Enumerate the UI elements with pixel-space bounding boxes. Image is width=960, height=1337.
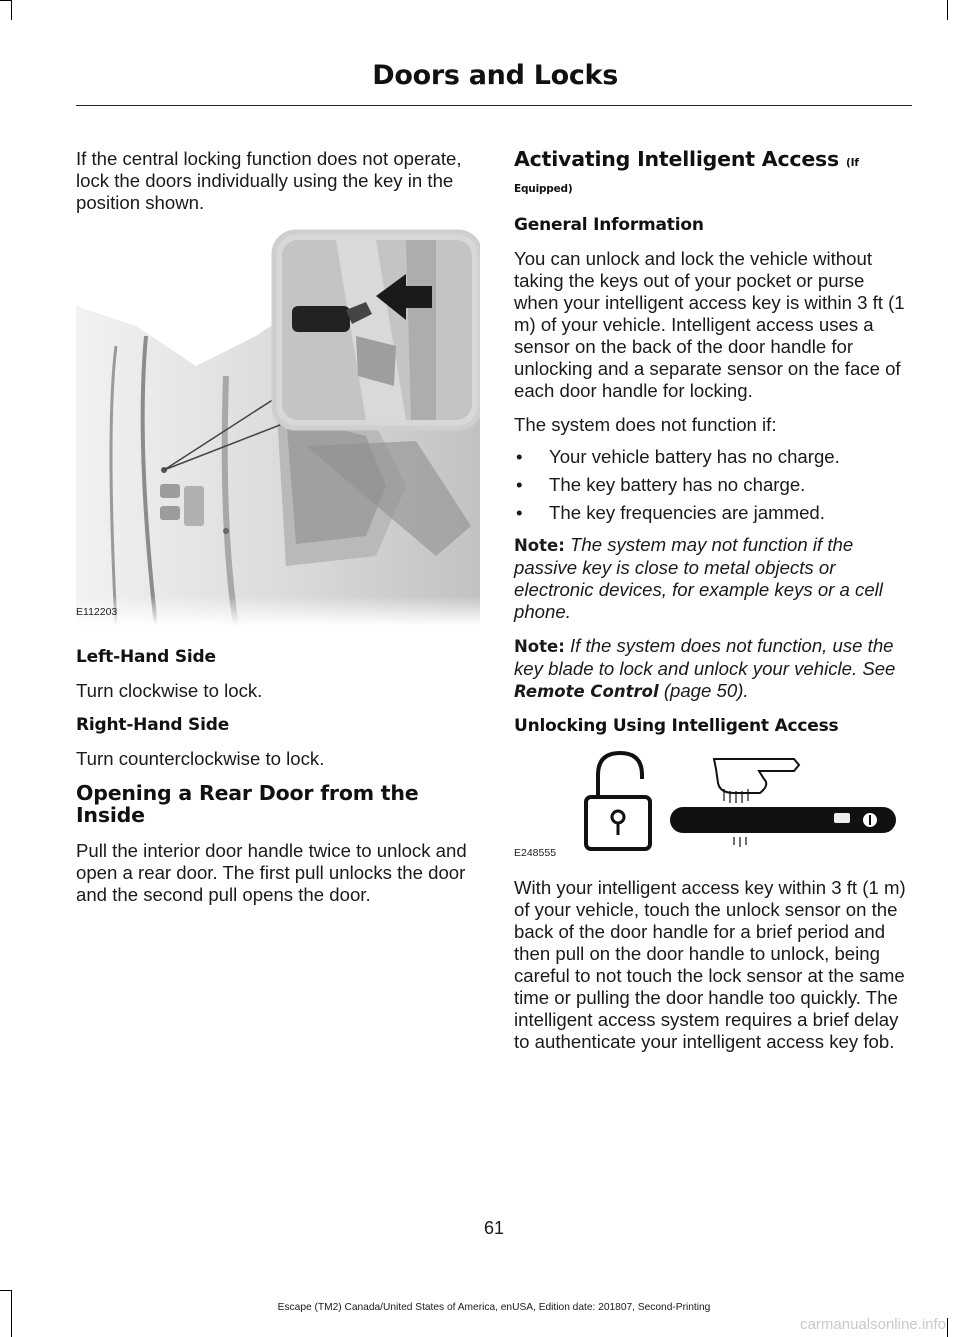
section-title bbox=[514, 148, 906, 200]
system-intro-text: The system does not function if: bbox=[514, 414, 777, 435]
bullet: • bbox=[516, 474, 523, 495]
crop-mark bbox=[11, 0, 12, 20]
rear-door-text: Pull the interior door handle twice to unlock and open a rear door. The first pull unlocks the door and the second pull opens the door. bbox=[76, 840, 467, 905]
lhs-heading: Left-Hand Side bbox=[76, 647, 216, 667]
figure-code: E248555 bbox=[514, 847, 557, 859]
lhs-text: Turn clockwise to lock. bbox=[76, 680, 263, 701]
door-lock-illustration bbox=[76, 226, 480, 626]
general-info-heading: General Information bbox=[514, 215, 704, 235]
list-item: • The key battery has no charge. bbox=[516, 474, 806, 495]
cross-reference-page: (page 50). bbox=[663, 680, 749, 701]
rhs-text: Turn counterclockwise to lock. bbox=[76, 748, 325, 769]
right-column bbox=[514, 148, 906, 1065]
bullet: • bbox=[516, 446, 523, 467]
footer-edition: Escape (TM2) Canada/United States of America, enUSA, Edition date: 201807, Second-Printing bbox=[277, 1302, 711, 1313]
crop-mark bbox=[0, 1290, 11, 1291]
list-item: • Your vehicle battery has no charge. bbox=[516, 446, 840, 467]
door-key-figure bbox=[76, 226, 468, 626]
unlock-sensor-figure bbox=[514, 749, 906, 859]
rhs-heading: Right-Hand Side bbox=[76, 715, 230, 735]
note-2 bbox=[514, 635, 906, 703]
crop-mark bbox=[947, 1318, 948, 1337]
crop-mark bbox=[947, 0, 948, 20]
unlocking-text: With your intelligent access key within 3 ft (1 m) of your vehicle, touch the unlock sensor on the back of the door handle for a brief period and then pull on the door handle to unlock, being careful to not touch the lock sensor at the same time or pulling the door handle too quickly. The intelligent access system requires a brief delay to authenticate your intelligent access key fob. bbox=[514, 877, 906, 1052]
bullet: • bbox=[516, 502, 523, 523]
crop-mark bbox=[0, 0, 11, 1]
page-number: 61 bbox=[483, 1218, 505, 1238]
note-label: Note: bbox=[514, 536, 565, 555]
cross-reference-link[interactable]: Remote Control bbox=[514, 682, 659, 701]
list-item: • The key frequencies are jammed. bbox=[516, 502, 825, 523]
note-1-text: The system may not function if the passive key is close to metal objects or electronic devices, for example keys or a cell phone. bbox=[514, 534, 883, 622]
note-2-text: If the system does not function, use the key blade to lock and unlock your vehicle. See bbox=[514, 635, 896, 679]
section-title-qualifier: (If Equipped) bbox=[514, 157, 859, 195]
page-title: Doors and Locks bbox=[372, 60, 618, 91]
crop-mark bbox=[11, 1290, 12, 1337]
intro-paragraph: If the central locking function does not operate, lock the doors individually using the key in the position shown. bbox=[76, 148, 462, 213]
general-info-text: You can unlock and lock the vehicle without taking the keys out of your pocket or purse when your intelligent access key is within 3 ft (1 m) of your vehicle. Intelligent access uses a sensor on the back of the door handle for unlocking and a separate sensor on the face of each door handle for locking. bbox=[514, 248, 905, 401]
unlocking-heading: Unlocking Using Intelligent Access bbox=[514, 716, 839, 736]
left-column bbox=[76, 148, 468, 918]
conditions-list bbox=[514, 446, 906, 524]
hand-on-door-handle-icon bbox=[670, 759, 896, 847]
header-rule bbox=[76, 105, 912, 106]
unlock-illustration bbox=[584, 749, 904, 859]
figure-code: E112203 bbox=[76, 606, 118, 618]
section-title-main: Activating Intelligent Access bbox=[514, 147, 840, 171]
note-label: Note: bbox=[514, 637, 565, 656]
rear-door-heading: Opening a Rear Door from the Inside bbox=[76, 781, 419, 827]
watermark: carmanualsonline.info bbox=[800, 1316, 946, 1333]
note-1 bbox=[514, 534, 906, 623]
unlocked-padlock-icon bbox=[586, 753, 650, 849]
